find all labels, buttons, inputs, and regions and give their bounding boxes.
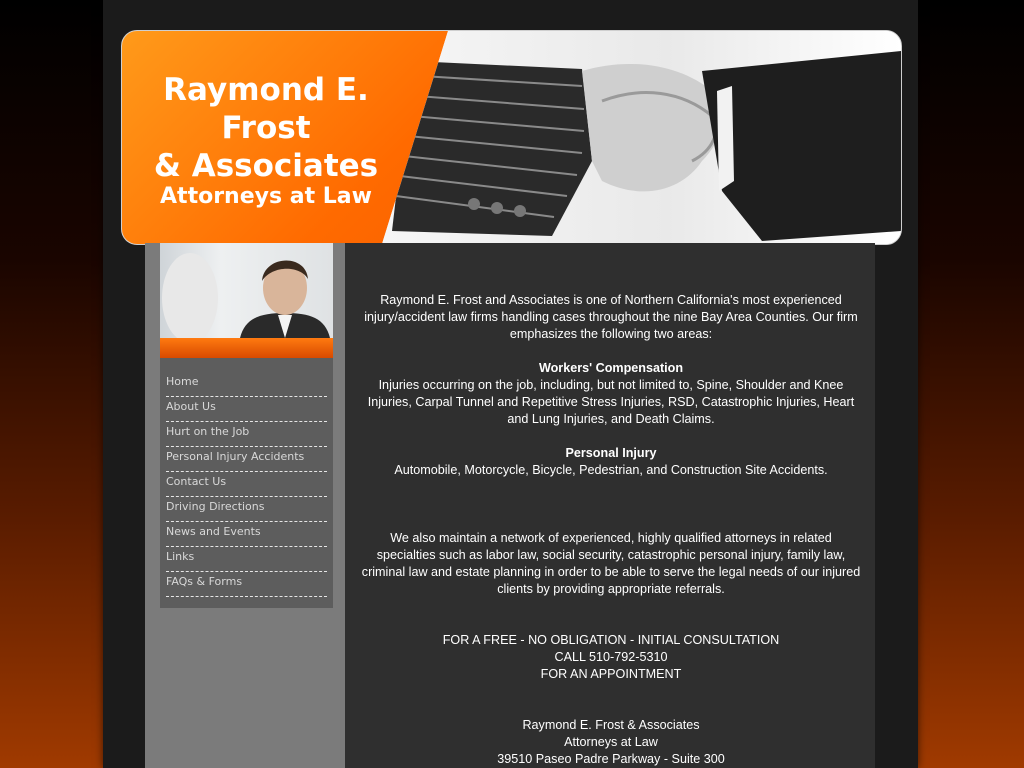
- nav-item-label[interactable]: Home: [166, 375, 199, 388]
- site-header: [121, 30, 902, 245]
- nav-item-faqs-forms[interactable]: [166, 573, 327, 597]
- address-firm: Raymond E. Frost & Associates: [522, 718, 700, 732]
- nav-item-label[interactable]: Contact Us: [166, 475, 227, 488]
- firm-subtitle: Attorneys at Law: [160, 184, 372, 209]
- sidebar: [145, 243, 345, 768]
- workers-comp-section: [360, 360, 862, 428]
- attorney-photo: [160, 243, 333, 338]
- address-street: 39510 Paseo Padre Parkway - Suite 300: [497, 752, 725, 766]
- nav-item-news-and-events[interactable]: [166, 523, 327, 547]
- consultation-cta: [360, 632, 862, 683]
- nav-item-driving-directions[interactable]: [166, 498, 327, 522]
- personal-injury-heading: Personal Injury: [565, 446, 657, 460]
- network-paragraph: [360, 530, 862, 598]
- nav-item-label[interactable]: Hurt on the Job: [166, 425, 250, 438]
- address-title: Attorneys at Law: [564, 735, 658, 749]
- firm-name-line3: & Associates: [153, 148, 379, 184]
- nav-item-label[interactable]: FAQs & Forms: [166, 575, 243, 588]
- cta-line-1: FOR A FREE - NO OBLIGATION - INITIAL CONSULTATION: [442, 633, 780, 647]
- nav-item-links[interactable]: [166, 548, 327, 572]
- nav-item-label[interactable]: Links: [166, 550, 195, 563]
- nav-item-label[interactable]: About Us: [166, 400, 216, 413]
- nav-item-label[interactable]: Driving Directions: [166, 500, 265, 513]
- network-text: We also maintain a network of experienced, highly qualified attorneys in related specialties such as labor law, social security, catastrophic personal injury, family law, criminal law and estate planning in order to be able to serve the legal needs of our injured clients by providing appropriate referrals.: [361, 531, 861, 596]
- workers-comp-heading: Workers' Compensation: [538, 361, 684, 375]
- workers-comp-text: Injuries occurring on the job, including, but not limited to, Spine, Shoulder and Knee Injuries, Carpal Tunnel and Repetitive Stress Injuries, RSD, Catastrophic Injuries, Heart and Lung Injuries, and Death Claims.: [367, 378, 855, 426]
- nav-item-about-us[interactable]: [166, 398, 327, 422]
- cta-line-3: FOR AN APPOINTMENT: [540, 667, 682, 681]
- sidebar-accent-bar: [160, 338, 333, 358]
- firm-name: [136, 71, 396, 185]
- nav-item-personal-injury-accidents[interactable]: [166, 448, 327, 472]
- address-block: [360, 717, 862, 768]
- intro-paragraph: [360, 292, 862, 343]
- cta-phone: CALL 510-792-5310: [554, 650, 668, 664]
- personal-injury-text: Automobile, Motorcycle, Bicycle, Pedestrian, and Construction Site Accidents.: [394, 463, 828, 477]
- attorney-portrait-illustration: [160, 243, 333, 338]
- firm-name-line2: Frost: [221, 110, 311, 146]
- intro-text: Raymond E. Frost and Associates is one of Northern California's most experienced injury/accident law firms handling cases throughout the nine Bay Area Counties. Our firm emphasizes the following two areas:: [364, 293, 858, 341]
- main-nav: [166, 373, 327, 597]
- nav-item-label[interactable]: News and Events: [166, 525, 261, 538]
- main-content: [345, 243, 875, 768]
- personal-injury-section: [360, 445, 862, 479]
- nav-item-contact-us[interactable]: [166, 473, 327, 497]
- nav-item-home[interactable]: [166, 373, 327, 397]
- nav-item-label[interactable]: Personal Injury Accidents: [166, 450, 305, 463]
- firm-name-line1: Raymond E.: [163, 72, 369, 108]
- nav-item-hurt-on-the-job[interactable]: [166, 423, 327, 447]
